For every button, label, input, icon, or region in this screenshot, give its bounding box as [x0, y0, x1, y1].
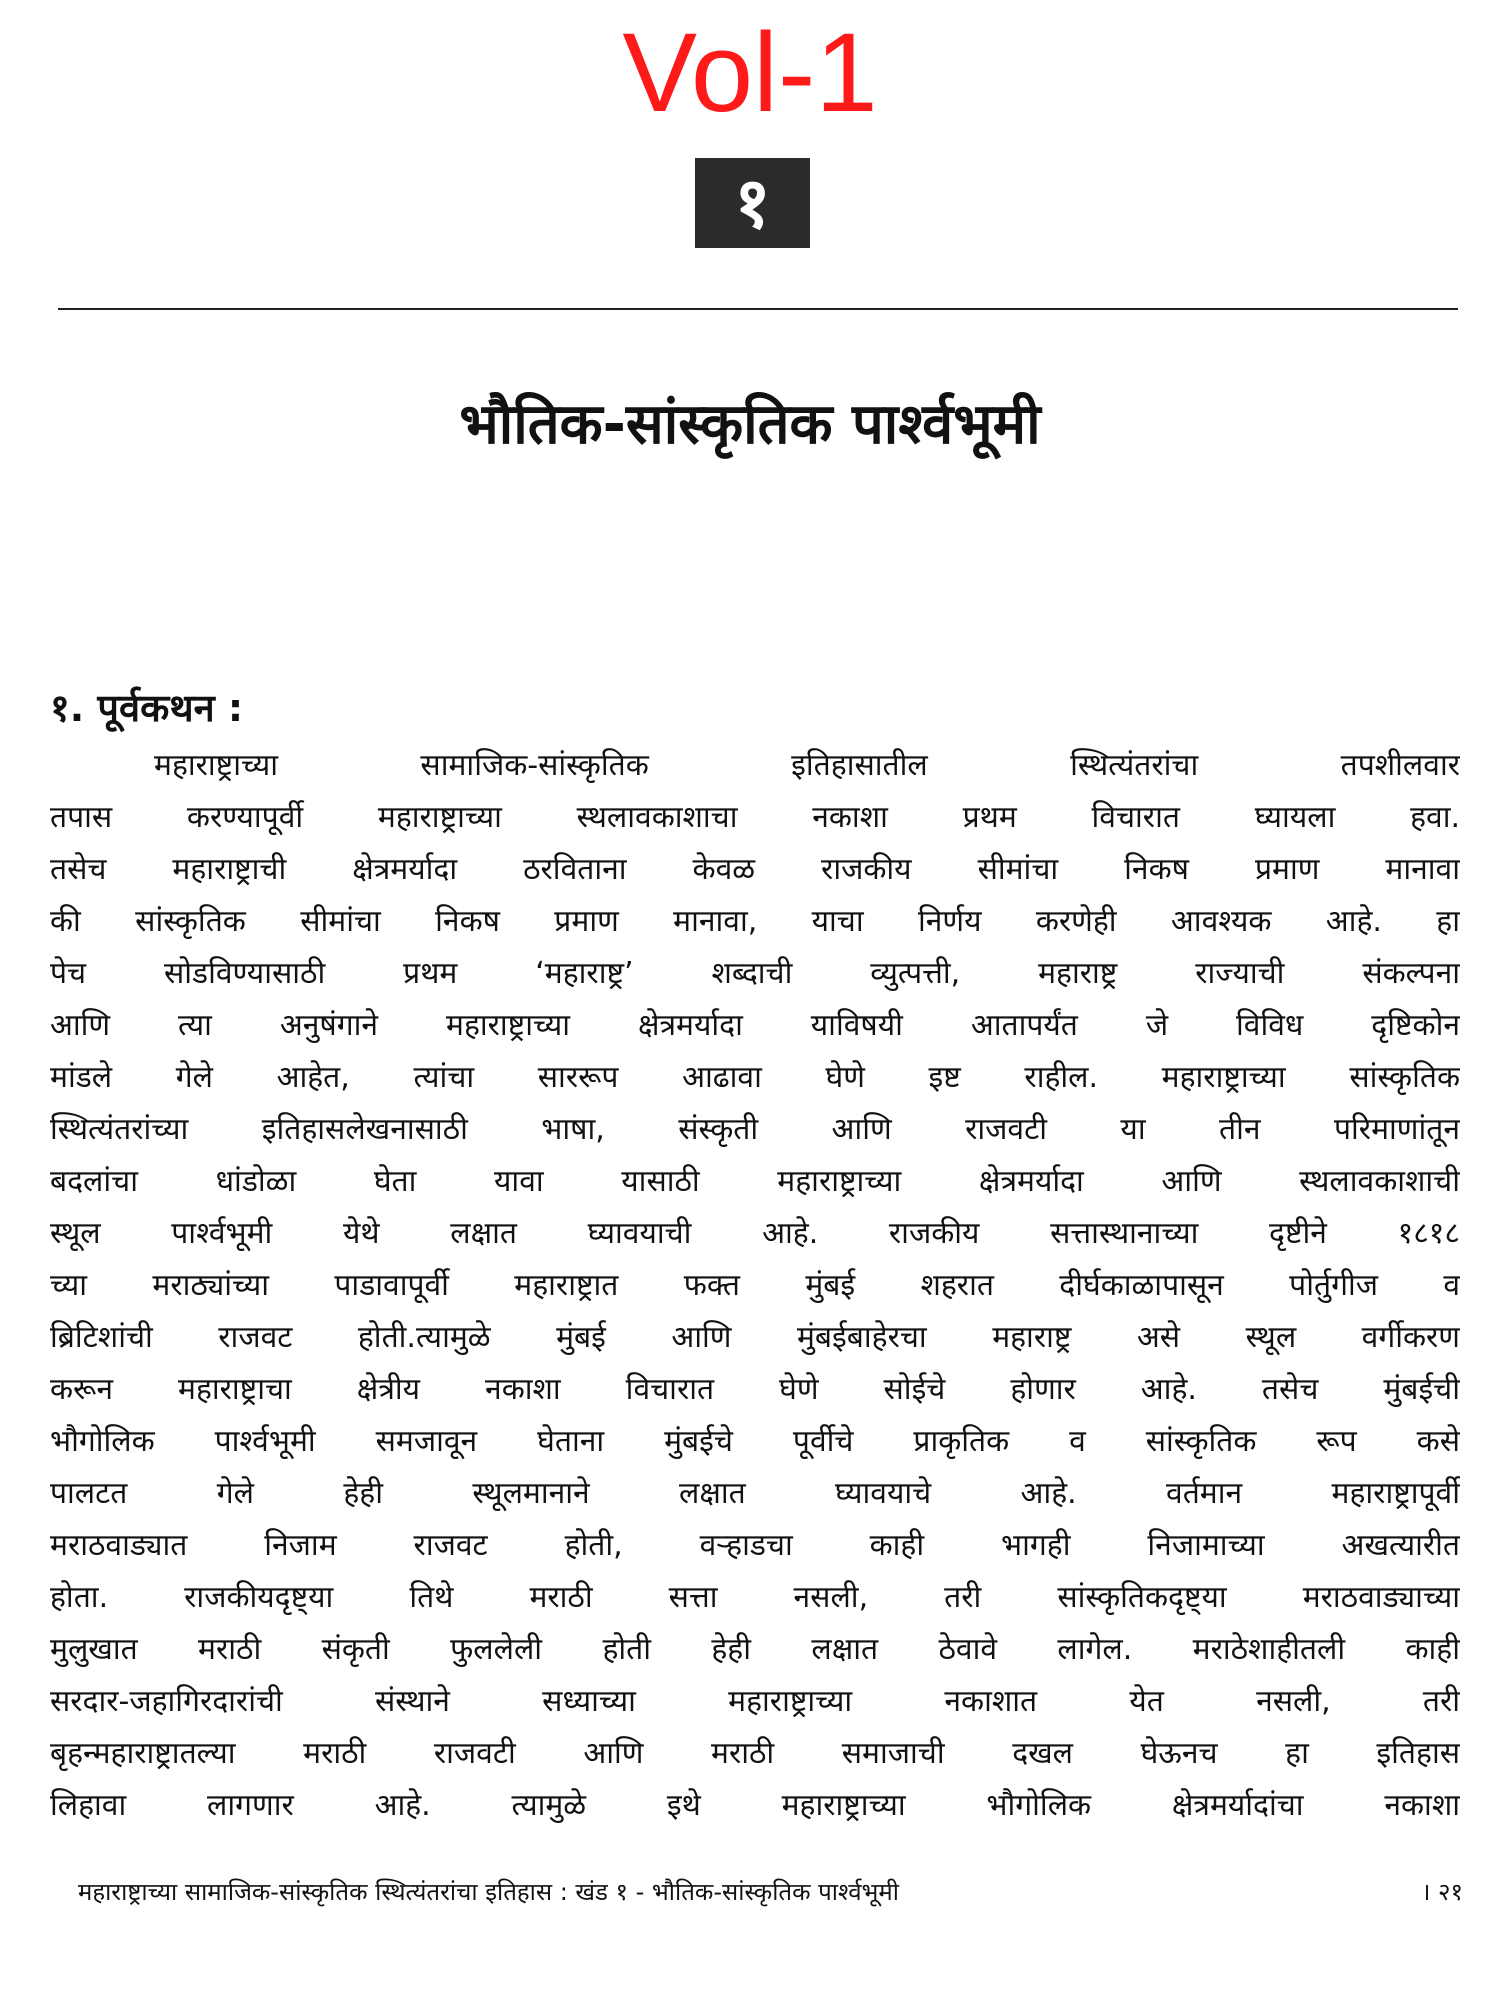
paragraph-line: सरदार-जहागिरदारांची संस्थाने सध्याच्या महाराष्ट्राच्या नकाशात येत नसली, तरी: [50, 1684, 1460, 1719]
paragraph-line: पेच सोडविण्यासाठी प्रथम ‘महाराष्ट्र’ शब्दाची व्युत्पत्ती, महाराष्ट्र राज्याची संकल्पना: [50, 956, 1460, 991]
paragraph-line: तपास करण्यापूर्वी महाराष्ट्राच्या स्थलावकाशाचा नकाशा प्रथम विचारात घ्यायला हवा.: [50, 800, 1460, 835]
body-paragraph: [50, 740, 1460, 1832]
paragraph-line: आणि त्या अनुषंगाने महाराष्ट्राच्या क्षेत्रमर्यादा याविषयी आतापर्यंत जे विविध दृष्टिकोन: [50, 1008, 1460, 1043]
paragraph-line: मराठवाड्यात निजाम राजवट होती, वऱ्हाडचा काही भागही निजामाच्या अखत्यारीत: [50, 1528, 1460, 1563]
running-title: महाराष्ट्राच्या सामाजिक-सांस्कृतिक स्थित्यंतरांचा इतिहास : खंड १ - भौतिक-सांस्कृतिक पार्श्वभूमी: [78, 1878, 899, 1906]
paragraph-line: करून महाराष्ट्राचा क्षेत्रीय नकाशा विचारात घेणे सोईचे होणार आहे. तसेच मुंबईची: [50, 1372, 1460, 1407]
paragraph-line: की सांस्कृतिक सीमांचा निकष प्रमाण मानावा, याचा निर्णय करणेही आवश्यक आहे. हा: [50, 904, 1460, 939]
paragraph-line: मांडले गेले आहेत, त्यांचा साररूप आढावा घेणे इष्ट राहील. महाराष्ट्राच्या सांस्कृतिक: [50, 1060, 1460, 1095]
horizontal-divider: [58, 308, 1458, 310]
volume-label: Vol-1: [622, 10, 878, 135]
paragraph-line: भौगोलिक पार्श्वभूमी समजावून घेताना मुंबईचे पूर्वीचे प्राकृतिक व सांस्कृतिक रूप कसे: [50, 1424, 1460, 1459]
page-footer: [78, 1872, 1463, 1912]
chapter-number-box: [695, 158, 810, 248]
paragraph-line: स्थूल पार्श्वभूमी येथे लक्षात घ्यावयाची आहे. राजकीय सत्तास्थानाच्या दृष्टीने १८१८: [50, 1216, 1460, 1251]
paragraph-line: ब्रिटिशांची राजवट होती.त्यामुळे मुंबई आणि मुंबईबाहेरचा महाराष्ट्र असे स्थूल वर्गीकरण: [50, 1320, 1460, 1355]
paragraph-line: तसेच महाराष्ट्राची क्षेत्रमर्यादा ठरविताना केवळ राजकीय सीमांचा निकष प्रमाण मानावा: [50, 852, 1460, 887]
paragraph-line: बृहन्महाराष्ट्रातल्या मराठी राजवटी आणि मराठी समाजाची दखल घेऊनच हा इतिहास: [50, 1736, 1460, 1771]
paragraph-line: लिहावा लागणार आहे. त्यामुळे इथे महाराष्ट्राच्या भौगोलिक क्षेत्रमर्यादांचा नकाशा: [50, 1788, 1460, 1823]
paragraph-line: महाराष्ट्राच्या सामाजिक-सांस्कृतिक इतिहासातील स्थित्यंतरांचा तपशीलवार: [154, 748, 1460, 783]
paragraph-line: स्थित्यंतरांच्या इतिहासलेखनासाठी भाषा, संस्कृती आणि राजवटी या तीन परिमाणांतून: [50, 1112, 1460, 1147]
chapter-number: १: [734, 162, 771, 244]
paragraph-line: बदलांचा धांडोळा घेता यावा यासाठी महाराष्ट्राच्या क्षेत्रमर्यादा आणि स्थलावकाशाची: [50, 1164, 1460, 1199]
paragraph-line: होता. राजकीयदृष्ट्या तिथे मराठी सत्ता नसली, तरी सांस्कृतिकदृष्ट्या मराठवाड्याच्या: [50, 1580, 1460, 1615]
paragraph-line: पालटत गेले हेही स्थूलमानाने लक्षात घ्यावयाचे आहे. वर्तमान महाराष्ट्रापूर्वी: [50, 1476, 1460, 1511]
paragraph-line: च्या मराठ्यांच्या पाडावापूर्वी महाराष्ट्रात फक्त मुंबई शहरात दीर्घकाळापासून पोर्तुगीज व: [50, 1268, 1460, 1303]
chapter-title: भौतिक-सांस्कृतिक पार्श्वभूमी: [459, 392, 1041, 457]
page-number: । २१: [1421, 1878, 1463, 1906]
paragraph-line: मुलुखात मराठी संकृती फुललेली होती हेही लक्षात ठेवावे लागेल. मराठेशाहीतली काही: [50, 1632, 1460, 1667]
section-heading: १. पूर्वकथन :: [50, 686, 244, 730]
